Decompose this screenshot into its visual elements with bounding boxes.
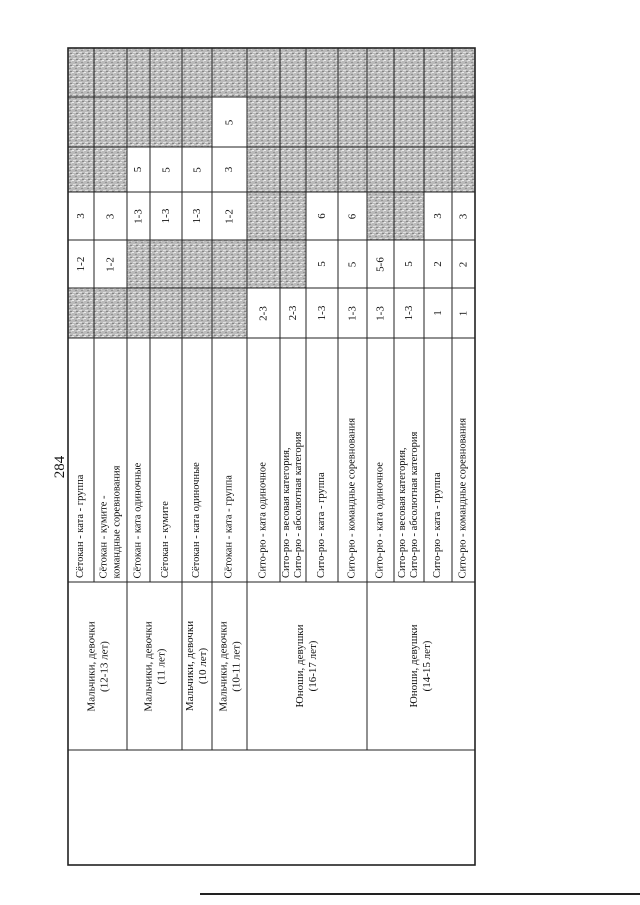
shaded-cell: [367, 147, 394, 192]
shaded-cell: [127, 97, 150, 147]
place-value: 5: [223, 119, 236, 125]
shaded-cell: [306, 48, 338, 97]
discipline-cell: [68, 338, 94, 582]
place-value: 1-3: [346, 305, 359, 321]
discipline-cell: [424, 338, 452, 582]
discipline-label: Сито-рю - ката одиночное: [374, 461, 386, 578]
discipline-label: Сито-рю - весовая категория,: [396, 447, 408, 578]
place-value: 1-2: [74, 256, 87, 272]
discipline-cell: [306, 338, 338, 582]
place-value: 1-2: [104, 256, 117, 272]
place-value: 6: [315, 213, 328, 219]
discipline-label: Сётокан - ката - группа: [74, 474, 86, 578]
shaded-cell: [94, 288, 127, 338]
shaded-cell: [182, 97, 212, 147]
shaded-cell: [68, 97, 94, 147]
place-value: 5: [132, 166, 145, 173]
discipline-label: Сётокан - ката одиночные: [190, 462, 202, 578]
discipline-cell: [182, 338, 212, 582]
place-value: 1-3: [402, 305, 415, 321]
age-group-label: (10 лет): [197, 647, 209, 685]
shaded-cell: [182, 288, 212, 338]
place-value: 1-2: [223, 208, 236, 224]
place-value: 3: [223, 166, 236, 173]
age-group-label: Мальчики, девочки: [141, 620, 154, 712]
place-value: 3: [104, 213, 117, 219]
shaded-cell: [394, 97, 424, 147]
shaded-cell: [394, 48, 424, 97]
age-group-label: (11 лет): [154, 648, 167, 684]
place-value: 1-3: [374, 305, 387, 321]
shaded-cell: [127, 240, 150, 288]
discipline-label: Сётокан - ката одиночные: [132, 462, 144, 578]
shaded-cell: [367, 97, 394, 147]
place-value: 2: [431, 261, 444, 267]
shaded-cell: [280, 147, 306, 192]
shaded-cell: [247, 147, 280, 192]
age-group-label: (12-13 лет): [97, 640, 110, 692]
age-group-cell: [247, 582, 367, 750]
shaded-cell: [68, 147, 94, 192]
age-group-cell: [68, 582, 127, 750]
place-value: 2: [457, 261, 470, 267]
shaded-cell: [247, 97, 280, 147]
shaded-cell: [452, 147, 475, 192]
discipline-label: Сито-рю - абсолютная категория: [409, 431, 420, 578]
shaded-cell: [424, 97, 452, 147]
age-group-label: Юноши, девушки: [294, 624, 307, 708]
shaded-cell: [424, 147, 452, 192]
discipline-label: Сито-рю - ката - группа: [315, 472, 327, 578]
discipline-cell: [452, 338, 475, 582]
shaded-cell: [94, 48, 127, 97]
shaded-cell: [68, 288, 94, 338]
shaded-cell: [127, 288, 150, 338]
age-group-label: Мальчики, девочки: [216, 620, 229, 712]
age-group-label: (10-11 лет): [229, 640, 242, 692]
shaded-cell: [306, 147, 338, 192]
shaded-cell: [306, 97, 338, 147]
place-value: 5: [190, 166, 203, 173]
shaded-cell: [94, 147, 127, 192]
place-value: 3: [457, 213, 470, 219]
shaded-cell: [150, 288, 182, 338]
shaded-cell: [212, 288, 247, 338]
scan-margin-line: [200, 893, 640, 895]
place-value: 3: [74, 213, 87, 219]
age-group-label: (14-15 лет): [421, 640, 433, 692]
discipline-label: командные соревнования: [110, 465, 122, 578]
shaded-cell: [212, 48, 247, 97]
shaded-cell: [280, 192, 306, 240]
age-group-cell: [182, 582, 212, 750]
discipline-label: Сито-рю - командные соревнования: [457, 417, 469, 578]
discipline-cell: [212, 338, 247, 582]
shaded-cell: [150, 240, 182, 288]
shaded-cell: [150, 97, 182, 147]
place-value: 5: [159, 166, 172, 173]
shaded-cell: [212, 240, 247, 288]
shaded-cell: [247, 240, 280, 288]
shaded-cell: [338, 147, 367, 192]
discipline-label: Сито-рю - весовая категория,: [280, 447, 292, 578]
shaded-cell: [424, 48, 452, 97]
shaded-cell: [367, 192, 394, 240]
discipline-cell: [367, 338, 394, 582]
shaded-cell: [182, 48, 212, 97]
shaded-cell: [338, 97, 367, 147]
shaded-cell: [182, 240, 212, 288]
age-group-cell: [367, 582, 475, 750]
discipline-cell: [338, 338, 367, 582]
discipline-label: Сётокан - кумите -: [98, 494, 110, 578]
place-value: 5: [315, 261, 328, 267]
place-value: 1-3: [315, 305, 328, 321]
place-value: 1: [431, 310, 444, 316]
shaded-cell: [452, 48, 475, 97]
shaded-cell: [452, 97, 475, 147]
shaded-cell: [127, 48, 150, 97]
place-value: 2-3: [257, 305, 270, 321]
shaded-cell: [394, 192, 424, 240]
discipline-label: Сётокан - кумите: [159, 501, 171, 578]
age-group-label: Юноши, девушки: [408, 624, 421, 708]
place-value: 1-3: [159, 208, 172, 224]
discipline-label: Сито-рю - ката одиночное: [257, 461, 269, 578]
place-value: 2-3: [286, 305, 299, 321]
shaded-cell: [280, 97, 306, 147]
discipline-cell: [247, 338, 280, 582]
shaded-cell: [247, 192, 280, 240]
age-group-label: Мальчики, девочки: [84, 620, 97, 712]
shaded-cell: [394, 147, 424, 192]
discipline-label: Сито-рю - командные соревнования: [346, 417, 358, 578]
place-value: 3: [431, 213, 444, 219]
age-group-label: Мальчики, девочки: [184, 620, 197, 712]
discipline-label: Сито-рю - ката - группа: [431, 472, 443, 578]
discipline-cell: [394, 338, 424, 582]
age-group-label: (16-17 лет): [307, 640, 319, 692]
discipline-label: Сётокан - ката - группа: [223, 474, 235, 578]
shaded-cell: [68, 48, 94, 97]
shaded-cell: [94, 97, 127, 147]
shaded-cell: [367, 48, 394, 97]
place-value: 5-6: [374, 256, 387, 272]
place-value: 5: [402, 261, 415, 267]
shaded-cell: [150, 48, 182, 97]
discipline-label: Сито-рю - абсолютная категория: [293, 431, 304, 578]
discipline-cell: [94, 338, 127, 582]
place-value: 1-3: [132, 208, 145, 224]
shaded-cell: [247, 48, 280, 97]
discipline-cell: [150, 338, 182, 582]
shaded-cell: [280, 48, 306, 97]
page-number: 284: [52, 455, 68, 479]
age-group-cell: [212, 582, 247, 750]
age-group-cell: [127, 582, 182, 750]
shaded-cell: [338, 48, 367, 97]
place-value: 6: [346, 213, 359, 219]
discipline-cell: [280, 338, 306, 582]
place-value: 1: [457, 310, 470, 316]
place-value: 5: [346, 261, 359, 267]
shaded-cell: [280, 240, 306, 288]
place-value: 1-3: [190, 208, 203, 224]
discipline-cell: [127, 338, 150, 582]
